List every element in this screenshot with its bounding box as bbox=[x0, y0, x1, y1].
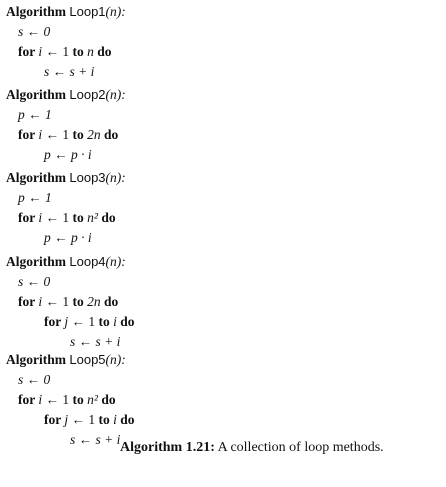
pseudocode-keyword: for bbox=[18, 44, 39, 59]
algorithm-name: Loop4 bbox=[69, 254, 106, 269]
pseudocode-math: p ← p · i bbox=[44, 230, 92, 245]
pseudocode-math: i bbox=[38, 210, 43, 225]
pseudocode-math: j bbox=[64, 412, 69, 427]
algorithm-parameter: (n): bbox=[105, 170, 126, 185]
algorithm-keyword: Algorithm bbox=[6, 352, 66, 367]
algorithm-keyword: Algorithm bbox=[6, 4, 66, 19]
pseudocode-keyword: do bbox=[116, 412, 135, 427]
pseudocode-keyword: to bbox=[72, 210, 88, 225]
algorithm-keyword: Algorithm bbox=[6, 170, 66, 185]
pseudocode-math: n² bbox=[87, 210, 98, 225]
pseudocode-line bbox=[18, 392, 116, 408]
algorithm-title bbox=[6, 4, 126, 20]
pseudocode-keyword: for bbox=[18, 392, 39, 407]
pseudocode-math: s ← s + i bbox=[70, 432, 121, 447]
pseudocode-line bbox=[70, 334, 120, 350]
pseudocode-keyword: to bbox=[72, 127, 88, 142]
pseudocode-line bbox=[18, 294, 118, 310]
algorithm-keyword: Algorithm bbox=[6, 254, 66, 269]
pseudocode-keyword: to bbox=[72, 392, 88, 407]
pseudocode-line bbox=[44, 147, 92, 163]
pseudocode-math: n bbox=[87, 44, 94, 59]
algorithm-title bbox=[6, 254, 126, 270]
pseudocode-line bbox=[18, 210, 116, 226]
algorithm-name: Loop2 bbox=[69, 87, 106, 102]
pseudocode-math: i bbox=[113, 412, 117, 427]
pseudocode-line bbox=[44, 230, 92, 246]
algorithm-title bbox=[6, 87, 126, 103]
pseudocode-line bbox=[18, 274, 50, 290]
pseudocode-keyword: do bbox=[97, 392, 116, 407]
pseudocode-keyword: to bbox=[72, 294, 88, 309]
pseudocode-line bbox=[44, 412, 135, 428]
pseudocode-line bbox=[18, 44, 112, 60]
pseudocode-keyword: do bbox=[97, 210, 116, 225]
algorithm-name: Loop3 bbox=[69, 170, 106, 185]
pseudocode-keyword: to bbox=[98, 314, 114, 329]
pseudocode-line bbox=[18, 127, 118, 143]
algorithm-parameter: (n): bbox=[105, 254, 126, 269]
pseudocode-math: s ← 0 bbox=[18, 274, 51, 289]
pseudocode-keyword: do bbox=[100, 127, 119, 142]
pseudocode-keyword: do bbox=[116, 314, 135, 329]
algorithm-parameter: (n): bbox=[105, 87, 126, 102]
pseudocode-math: s ← 0 bbox=[18, 24, 51, 39]
pseudocode-math: i bbox=[38, 392, 43, 407]
pseudocode-math: p ← 1 bbox=[18, 190, 52, 205]
pseudocode-keyword: to bbox=[72, 44, 88, 59]
algorithm-parameter: (n): bbox=[105, 352, 126, 367]
pseudocode-keyword: to bbox=[98, 412, 114, 427]
pseudocode-math: 2n bbox=[87, 294, 101, 309]
pseudocode-line bbox=[18, 190, 52, 206]
pseudocode-math: p ← 1 bbox=[18, 107, 52, 122]
pseudocode-keyword: for bbox=[18, 127, 39, 142]
pseudocode-line bbox=[18, 24, 50, 40]
pseudocode-math: i bbox=[113, 314, 117, 329]
pseudocode-math: s ← s + i bbox=[44, 64, 95, 79]
algorithm-keyword: Algorithm bbox=[6, 87, 66, 102]
algorithm-title bbox=[6, 170, 126, 186]
pseudocode-keyword: do bbox=[93, 44, 112, 59]
pseudocode-math: s ← 0 bbox=[18, 372, 51, 387]
pseudocode-keyword: do bbox=[100, 294, 119, 309]
pseudocode-line bbox=[18, 372, 50, 388]
algorithm-name: Loop1 bbox=[69, 4, 106, 19]
algorithm-name: Loop5 bbox=[69, 352, 106, 367]
pseudocode-text: ← 1 bbox=[68, 412, 99, 427]
pseudocode-math: i bbox=[38, 44, 43, 59]
pseudocode-math: i bbox=[38, 127, 43, 142]
pseudocode-math: j bbox=[64, 314, 69, 329]
pseudocode-math: p ← p · i bbox=[44, 147, 92, 162]
pseudocode-line bbox=[70, 432, 120, 448]
pseudocode-math: 2n bbox=[87, 127, 101, 142]
algorithm-parameter: (n): bbox=[105, 4, 126, 19]
pseudocode-text: ← 1 bbox=[42, 294, 73, 309]
pseudocode-line bbox=[44, 64, 94, 80]
caption-text: A collection of loop methods. bbox=[214, 440, 384, 455]
pseudocode-keyword: for bbox=[44, 314, 65, 329]
pseudocode-math: n² bbox=[87, 392, 98, 407]
pseudocode-text: ← 1 bbox=[42, 127, 73, 142]
pseudocode-math: i bbox=[38, 294, 43, 309]
pseudocode-text: ← 1 bbox=[42, 44, 73, 59]
pseudocode-keyword: for bbox=[18, 294, 39, 309]
pseudocode-line bbox=[44, 314, 135, 330]
pseudocode-text: ← 1 bbox=[42, 210, 73, 225]
pseudocode-keyword: for bbox=[18, 210, 39, 225]
pseudocode-keyword: for bbox=[44, 412, 65, 427]
pseudocode-text: ← 1 bbox=[68, 314, 99, 329]
caption-label: Algorithm 1.21: bbox=[120, 440, 215, 455]
pseudocode-text: ← 1 bbox=[42, 392, 73, 407]
pseudocode-line bbox=[18, 107, 52, 123]
pseudocode-math: s ← s + i bbox=[70, 334, 121, 349]
figure-caption bbox=[120, 440, 384, 456]
algorithm-title bbox=[6, 352, 126, 368]
